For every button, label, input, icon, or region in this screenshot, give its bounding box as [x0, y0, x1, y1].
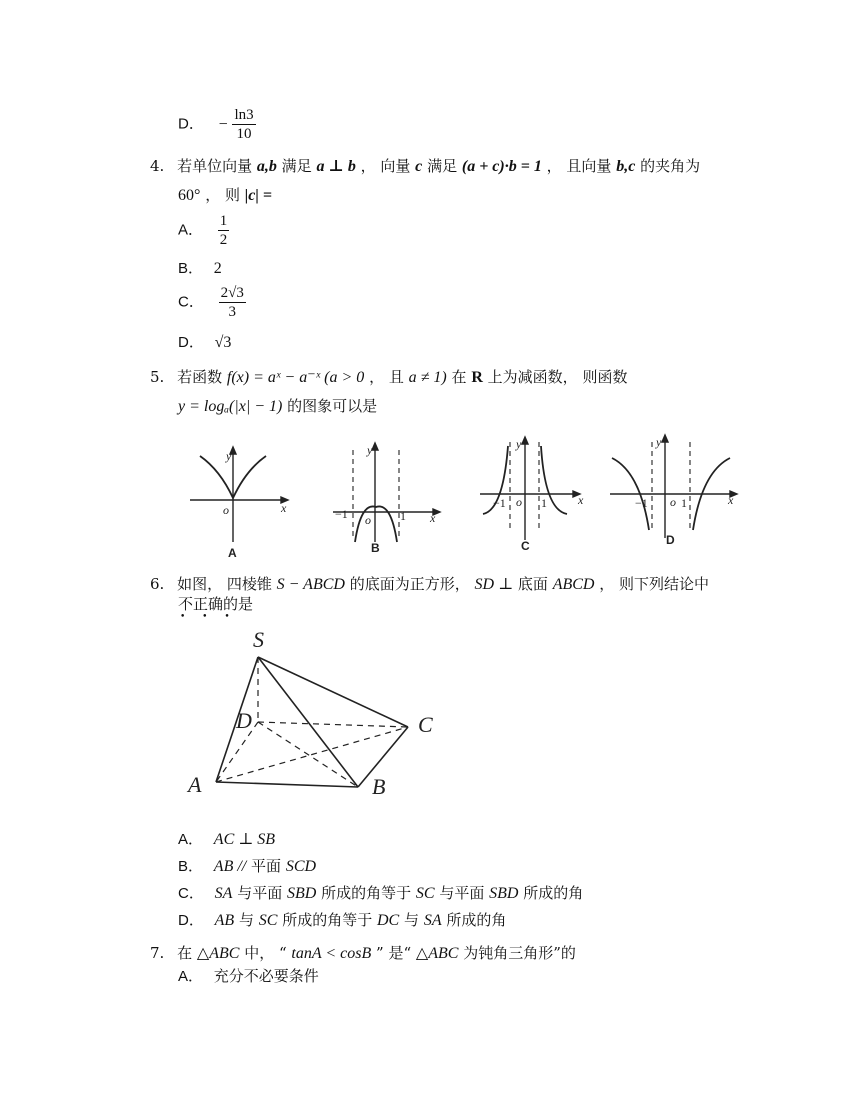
text: 若函数 [177, 368, 223, 386]
math: AC ⊥ SB [213, 831, 276, 848]
math: (a + c)·b = 1 [461, 158, 542, 175]
text: 若单位向量 [177, 157, 253, 175]
tick-label: −1 [635, 496, 648, 510]
text: 满足 [427, 157, 458, 175]
tick-label: 1 [400, 509, 406, 523]
text: 满足 [281, 157, 312, 175]
y-arrow [522, 437, 528, 444]
text: 在 [451, 368, 467, 386]
pyramid-figure [180, 622, 450, 802]
option-letter: A． [178, 968, 204, 985]
vertex-s: S [253, 627, 264, 652]
q6-line1 [150, 574, 709, 595]
text: 的底面为正方形， [349, 575, 470, 593]
math: c [415, 158, 423, 175]
math: SA [214, 885, 233, 902]
math: a ≠ 1) [408, 369, 447, 386]
edge-ab [216, 782, 358, 787]
question-number: 6. [150, 575, 165, 593]
math: △ABC [196, 945, 240, 962]
math: a ⊥ b [316, 158, 356, 175]
math: b,c [616, 158, 636, 175]
edge-dc [258, 722, 408, 727]
option-letter: B． [178, 858, 204, 875]
edge-sc [258, 657, 408, 727]
text: 为钝角三角形”的 [463, 944, 576, 962]
q7-line1 [150, 943, 576, 964]
fraction [232, 106, 255, 143]
option-letter: D． [178, 912, 204, 929]
tick-label: −1 [493, 496, 506, 510]
option-letter: B． [178, 260, 204, 277]
y-label: y [226, 449, 232, 463]
fraction-denominator: 2 [219, 232, 228, 248]
text: 与平面 [237, 884, 283, 902]
graph-label: D [666, 533, 675, 547]
text: 的夹角为 [640, 157, 701, 175]
option-letter: C． [178, 885, 204, 902]
tick-label: 1 [681, 496, 687, 510]
x-label: x [281, 501, 287, 515]
tick-label: −1 [335, 507, 348, 521]
text: 所成的角 [446, 911, 507, 929]
fraction-numerator: 2√3 [220, 285, 244, 301]
math: SCD [285, 858, 317, 875]
graph-b [333, 443, 440, 542]
text: ， 向量 [360, 157, 411, 175]
x-label: x [728, 493, 734, 507]
q4-line1 [150, 156, 700, 177]
emphasis-dots: • • • [180, 612, 237, 622]
math: S − ABCD [276, 576, 345, 593]
text: 所成的角 [523, 884, 584, 902]
q5-line1 [150, 367, 627, 388]
origin-label: o [365, 513, 371, 527]
text: 与 [238, 911, 254, 929]
q4-option-d [178, 332, 231, 353]
text: 不正确的是 [178, 595, 254, 613]
text: ， 则 [205, 186, 240, 204]
math: y = logₐ(|x| − 1) [178, 398, 283, 415]
minus-sign: − [218, 115, 228, 133]
math: |c| = [244, 187, 273, 204]
q6-option-d [178, 910, 506, 931]
origin-label: o [223, 503, 229, 517]
graph-label: C [521, 539, 530, 553]
q3-option-d [178, 106, 256, 143]
text: 的图象可以是 [287, 397, 378, 415]
text: ， 则下列结论中 [599, 575, 710, 593]
text: 底面 [517, 575, 548, 593]
math: 60° [178, 187, 201, 204]
math: R [471, 369, 483, 386]
fraction-denominator: 10 [236, 126, 252, 142]
y-label: y [516, 437, 522, 451]
text: 在 [177, 944, 193, 962]
fraction-denominator: 3 [228, 304, 236, 320]
q5-graphs [180, 432, 750, 562]
math: AB [214, 912, 235, 929]
graph-d [610, 435, 737, 538]
y-label: y [367, 443, 373, 457]
text: 平面 [251, 857, 282, 875]
math: SC [415, 885, 435, 902]
math: SD ⊥ [474, 576, 514, 593]
vertex-d: D [236, 708, 252, 733]
graph-a [190, 447, 288, 542]
q4-option-a [178, 212, 229, 249]
question-number: 5. [150, 368, 165, 386]
math: SBD [286, 885, 317, 902]
question-number: 7. [150, 944, 165, 962]
text: ， 且 [369, 368, 404, 386]
text: 中， “ [244, 944, 287, 962]
math: SBD [489, 885, 519, 902]
vertex-a: A [188, 772, 202, 797]
q4-line2 [178, 185, 272, 206]
x-label: x [578, 493, 584, 507]
math: tanA < cosB [291, 945, 372, 962]
q4-option-c [178, 284, 246, 321]
fraction-numerator: 1 [219, 213, 228, 229]
y-arrow [372, 443, 378, 450]
option-letter: D． [178, 334, 204, 351]
q6-option-c [178, 883, 583, 904]
q6-option-a [178, 829, 275, 850]
text: 与 [404, 911, 420, 929]
text: 上为减函数， 则函数 [487, 368, 628, 386]
diag-db [258, 722, 358, 787]
math: SC [258, 912, 278, 929]
text: ” 是“ [376, 944, 412, 962]
fraction [219, 284, 246, 321]
fraction-numerator: ln3 [234, 107, 254, 123]
origin-label: o [516, 495, 522, 509]
math: △ABC [415, 945, 459, 962]
graph-label: A [228, 546, 237, 560]
math: DC [377, 912, 400, 929]
fraction [218, 212, 230, 249]
option-letter: C． [178, 293, 204, 311]
y-label: y [656, 435, 662, 449]
text: 所成的角等于 [321, 884, 412, 902]
vertex-c: C [418, 712, 433, 737]
option-letter: D． [178, 115, 204, 133]
option-value: √3 [214, 334, 232, 351]
option-text: 充分不必要条件 [213, 967, 319, 985]
text: ， 且向量 [546, 157, 612, 175]
text: 与平面 [439, 884, 485, 902]
q6-option-b [178, 856, 316, 877]
q6-line2 [178, 594, 253, 614]
question-number: 4. [150, 157, 165, 175]
q5-line2 [178, 396, 377, 417]
graph-label: B [371, 541, 380, 555]
math: SA [423, 912, 442, 929]
text: 如图， 四棱锥 [177, 575, 272, 593]
option-value: 2 [213, 260, 222, 277]
q7-option-a [178, 966, 319, 987]
x-label: x [430, 511, 436, 525]
text: 所成的角等于 [282, 911, 373, 929]
q4-option-b [178, 258, 222, 279]
graph-c [480, 437, 580, 540]
vertex-b: B [372, 774, 386, 799]
math: ABCD [552, 576, 595, 593]
origin-label: o [670, 495, 676, 509]
tick-label: 1 [541, 496, 547, 510]
math: f(x) = aˣ − a⁻ˣ (a > 0 [226, 369, 365, 386]
option-letter: A． [178, 221, 204, 239]
y-arrow [662, 435, 668, 442]
math: a,b [256, 158, 277, 175]
math: AB // [213, 858, 247, 875]
option-letter: A． [178, 831, 204, 848]
